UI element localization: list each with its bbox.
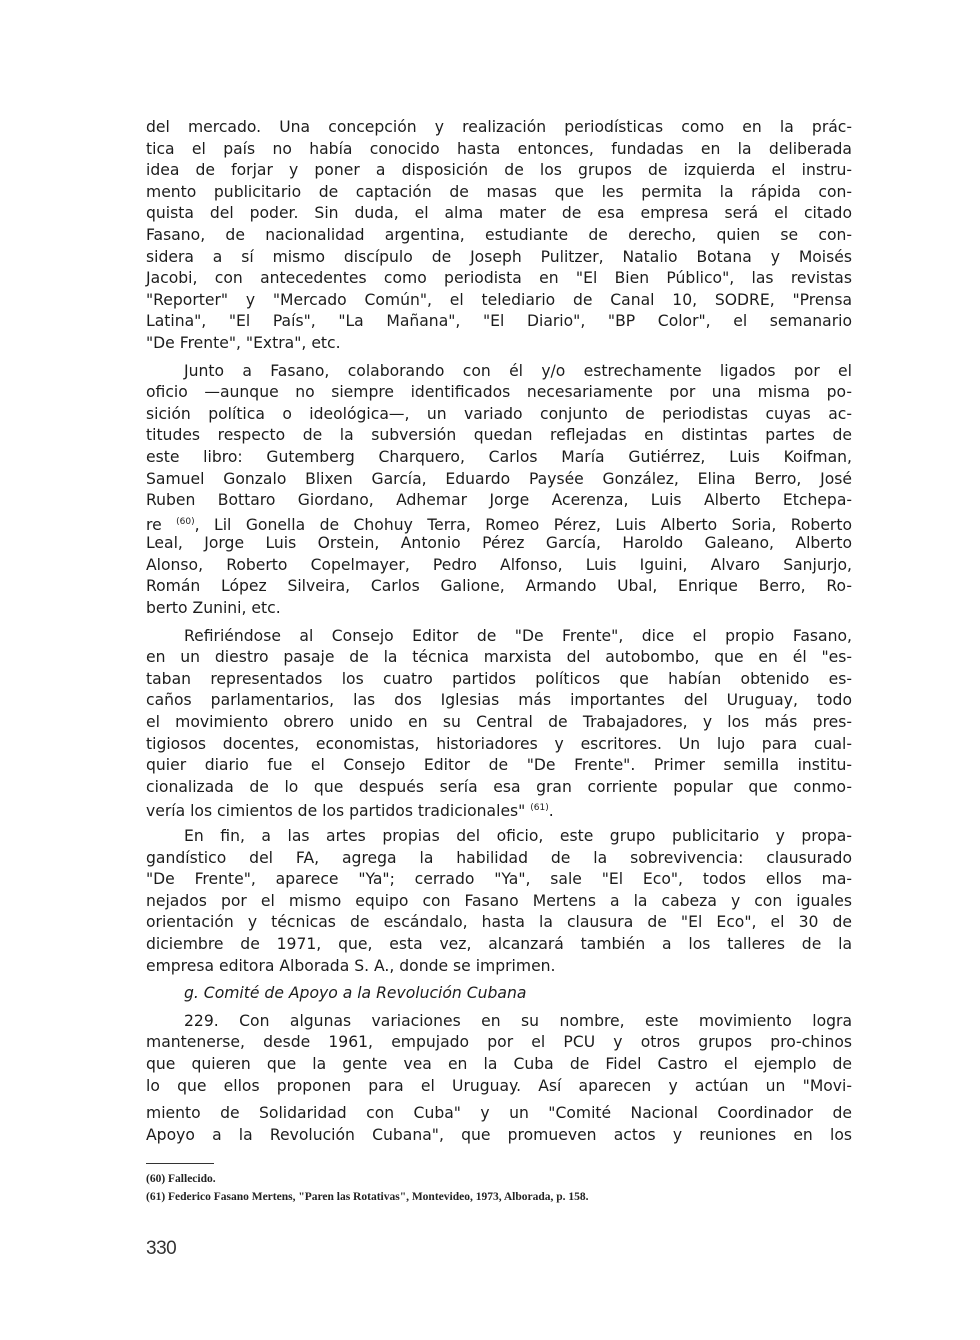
text-line: miento de Solidaridad con Cuba" y un "Comité Nacional Coordinador de	[146, 1104, 852, 1123]
text-line: mento publicitario de captación de masas que les permita la rápida con-	[146, 182, 852, 201]
text-fragment: .	[548, 802, 554, 821]
text-line: idea de forjar y poner a disposición de los grupos de izquierda el instru-	[146, 161, 852, 180]
text-line: Román López Silveira, Carlos Galione, Armando Ubal, Enrique Berro, Ro-	[146, 577, 852, 596]
text-line: Alonso, Roberto Copelmayer, Pedro Alfonso, Luis Iguini, Alvaro Sanjurjo,	[146, 555, 852, 574]
text-line: Samuel Gonzalo Blixen García, Eduardo Paysée González, Elina Berro, José	[146, 469, 852, 488]
text-line: titudes respecto de la subversión quedan reflejadas en distintas partes de	[146, 426, 852, 445]
text-line: mantenerse, desde 1961, empujado por el PCU y otros grupos pro-chinos	[146, 1033, 852, 1052]
text-line: tica el país no había conocido hasta entonces, fundadas en la deliberada	[146, 139, 852, 158]
text-line: sición política o ideológica—, un variado conjunto de periodistas cuyas ac-	[146, 404, 852, 423]
text-line: "De Frente", aparece "Ya"; cerrado "Ya", sale "El Eco", todos ellos ma-	[146, 870, 852, 889]
text-line: caños parlamentarios, las dos Iglesias más importantes del Uruguay, todo	[146, 691, 852, 710]
page-body	[146, 117, 852, 1146]
text-line: nejados por el mismo equipo con Fasano Mertens a la cabeza y con iguales	[146, 891, 852, 910]
text-line	[146, 512, 852, 534]
footnote-divider	[146, 1163, 214, 1164]
text-line: el movimiento obrero unido en su Central de Trabajadores, y los más pres-	[146, 713, 852, 732]
text-line: Ruben Bottaro Giordano, Adhemar Jorge Acerenza, Luis Alberto Etchepa-	[146, 491, 852, 510]
text-line: Latina", "El País", "La Mañana", "El Diario", "BP Color", el semanario	[146, 312, 852, 331]
text-fragment: vería los cimientos de los partidos tradicionales"	[146, 802, 531, 821]
text-line: Jacobi, con antecedentes como periodista en "El Bien Público", las revistas	[146, 269, 852, 288]
text-line: tigiosos docentes, economistas, historiadores y escritores. Un lujo para cual-	[146, 734, 852, 753]
text-line: orientación y técnicas de escándalo, hasta la clausura de "El Eco", el 30 de	[146, 913, 852, 932]
text-line: En fin, a las artes propias del oficio, este grupo publicitario y propa-	[184, 827, 852, 845]
footnotes	[146, 1170, 589, 1206]
footnote-ref-60[interactable]: (60)	[176, 516, 195, 527]
text-line: quier diario fue el Consejo Editor de "De Frente". Primer semilla institu-	[146, 756, 852, 775]
text-line: empresa editora Alborada S. A., donde se imprimen.	[146, 956, 556, 975]
paragraph-4	[146, 826, 852, 977]
text-fragment: re	[146, 515, 162, 534]
text-line: gandístico del FA, agrega la habilidad de la sobrevivencia: clausurado	[146, 848, 852, 867]
text-line: "Reporter" y "Mercado Común", el telediario de Canal 10, SODRE, "Prensa	[146, 290, 852, 309]
text-line: Apoyo a la Revolución Cubana", que promueven actos y reuniones en los	[146, 1125, 852, 1144]
text-line: "De Frente", "Extra", etc.	[146, 333, 341, 352]
text-line: 229. Con algunas variaciones en su nombre, este movimiento logra	[184, 1011, 852, 1030]
text-line: en un diestro pasaje de la técnica marxista del autobombo, que en él "es-	[146, 648, 852, 667]
text-line: diciembre de 1971, que, esta vez, alcanzará también a los talleres de la	[146, 934, 852, 953]
text-line: este libro: Gutemberg Charquero, Carlos María Gutiérrez, Luis Koifman,	[146, 447, 852, 466]
paragraph-5	[146, 1011, 852, 1147]
section-heading: g. Comité de Apoyo a la Revolución Cubana	[184, 984, 527, 1003]
page-number: 330	[146, 1238, 177, 1259]
text-line: quista del poder. Sin duda, el alma mater de esa empresa será el citado	[146, 204, 852, 223]
text-fragment: , Lil Gonella de Chohuy Terra, Romeo Pérez, Luis Alberto Soria, Roberto	[194, 515, 852, 534]
text-line: taban representados los cuatro partidos políticos que habían obtenido es-	[146, 669, 852, 688]
text-line: berto Zunini, etc.	[146, 599, 281, 618]
text-line: cionalizada de lo que después sería esa gran corriente popular que conmo-	[146, 777, 852, 796]
footnote-61: (61) Federico Fasano Mertens, "Paren las Rotativas", Montevideo, 1973, Alborada, p. 158.	[146, 1191, 589, 1203]
text-line: oficio —aunque no siempre identificados necesariamente por una misma po-	[146, 383, 852, 402]
text-line: Junto a Fasano, colaborando con él y/o estrechamente ligados por el	[184, 361, 852, 380]
text-line: Leal, Jorge Luis Orstein, Antonio Pérez García, Haroldo Galeano, Alberto	[146, 534, 852, 553]
footnote-60: (60) Fallecido.	[146, 1173, 216, 1185]
text-line: que quieren que la gente vea en la Cuba de Fidel Castro el ejemplo de	[146, 1054, 852, 1073]
paragraph-2	[146, 361, 852, 620]
text-line: Fasano, de nacionalidad argentina, estudiante de derecho, quien se con-	[146, 225, 852, 244]
paragraph-3	[146, 626, 852, 820]
text-line: sidera a sí mismo discípulo de Joseph Pulitzer, Natalio Botana y Moisés	[146, 247, 852, 266]
footnote-ref-61[interactable]: (61)	[530, 803, 549, 814]
paragraph-1	[146, 117, 852, 355]
text-line: lo que ellos proponen para el Uruguay. Así aparecen y actúan un "Movi-	[146, 1076, 852, 1095]
text-line	[146, 798, 852, 820]
text-line: Refiriéndose al Consejo Editor de "De Frente", dice el propio Fasano,	[184, 626, 852, 645]
text-line: del mercado. Una concepción y realización periodísticas como en la prác-	[146, 118, 852, 136]
